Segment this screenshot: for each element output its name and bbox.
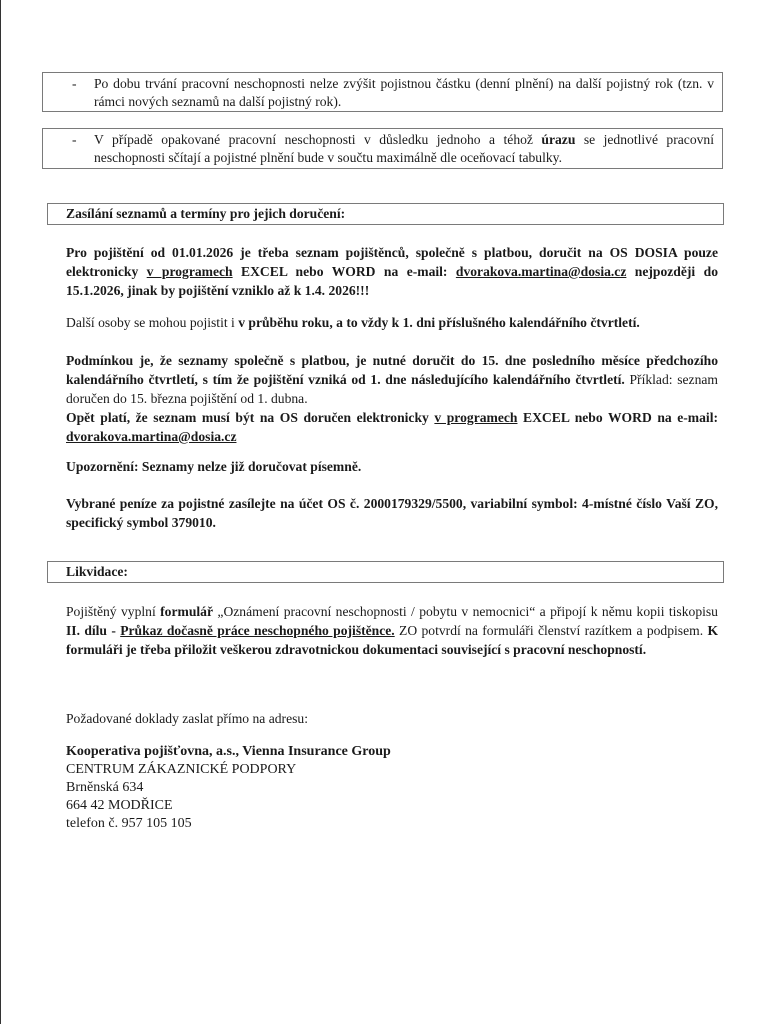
warning-text: Upozornění: Seznamy nelze již doručovat písemně. xyxy=(66,459,362,474)
note-text: V případě opakované pracovní neschopnosti v důsledku jednoho a téhož úrazu se jednotlivé pracovní neschopnosti sčítají a pojistné plnění bude v součtu maximálně dle oceňovací tabulky. xyxy=(94,132,714,165)
condition-paragraph: Podmínkou je, že seznamy společně s platbou, je nutné doručit do 15. dne posledního měsíce předchozího kalendářního čtvrtletí, s tím že pojištění vzniká od 1. dne následujícího kalendářního čtvrtletí. Příklad: seznam doručen do 15. března pojištění od 1. dubna. Opět platí, že seznam musí být na OS doručen elektronicky v programech EXCEL nebo WORD na e-mail: dvorakova.martina@dosia.cz xyxy=(66,353,718,444)
emphasis-injury: úrazu xyxy=(541,132,576,147)
address-company: Kooperativa pojišťovna, a.s., Vienna Insurance Group xyxy=(66,744,391,759)
note-text: Po dobu trvání pracovní neschopnosti nelze zvýšit pojistnou částku (denní plnění) na další pojistný rok (tzn. v rámci nových seznamů na další pojistný rok). xyxy=(94,76,714,109)
section-heading-delivery xyxy=(47,203,724,225)
address-phone: telefon č. 957 105 105 xyxy=(66,816,192,831)
bullet-dash: - xyxy=(72,76,77,91)
section-title: Zasílání seznamů a termíny pro jejich doručení: xyxy=(66,206,346,221)
address-city: 664 42 MODŘICE xyxy=(66,798,173,813)
page-edge-line xyxy=(0,0,1,1024)
note-box-1 xyxy=(42,72,723,112)
programs-underline: v programech xyxy=(146,264,233,279)
programs-underline: v programech xyxy=(434,410,518,425)
note-box-2 xyxy=(42,128,723,169)
section-heading-claims xyxy=(47,561,724,583)
email-link[interactable]: dvorakova.martina@dosia.cz xyxy=(66,429,237,444)
email-link[interactable]: dvorakova.martina@dosia.cz xyxy=(455,264,627,279)
address-department: CENTRUM ZÁKAZNICKÉ PODPORY xyxy=(66,762,297,777)
quarterly-paragraph: Další osoby se mohou pojistit i v průběhu roku, a to vždy k 1. dni příslušného kalendářního čtvrtletí. xyxy=(66,315,640,330)
address-street: Brněnská 634 xyxy=(66,780,144,795)
certificate-name: Průkaz dočasně práce neschopného pojištěnce. xyxy=(120,623,395,638)
section-title: Likvidace: xyxy=(66,564,128,579)
bullet-dash: - xyxy=(72,132,77,147)
claims-paragraph: Pojištěný vyplní formulář „Oznámení pracovní neschopnosti / pobytu v nemocnici“ a připojí k němu kopii tiskopisu II. dílu - Průkaz dočasně práce neschopného pojištěnce. ZO potvrdí na formuláři členství razítkem a podpisem. K formuláři je třeba přiložit veškerou zdravotnickou dokumentaci související s pracovní neschopností. xyxy=(66,604,719,657)
deadline-paragraph: Pro pojištění od 01.01.2026 je třeba seznam pojištěnců, společně s platbou, doručit na OS DOSIA pouze elektronicky v programech EXCEL nebo WORD na e-mail: dvorakova.martina@dosia.cz nejpozději do 15.1.2026, jinak by pojištění vzniklo až k 1.4. 2026!!! xyxy=(66,245,718,298)
postal-address xyxy=(66,743,391,833)
payment-paragraph: Vybrané peníze za pojistné zasílejte na účet OS č. 2000179329/5500, variabilní symbol: 4-místné číslo Vaší ZO, specifický symbol 379010. xyxy=(66,496,718,530)
address-intro: Požadované doklady zaslat přímo na adresu: xyxy=(66,711,308,726)
